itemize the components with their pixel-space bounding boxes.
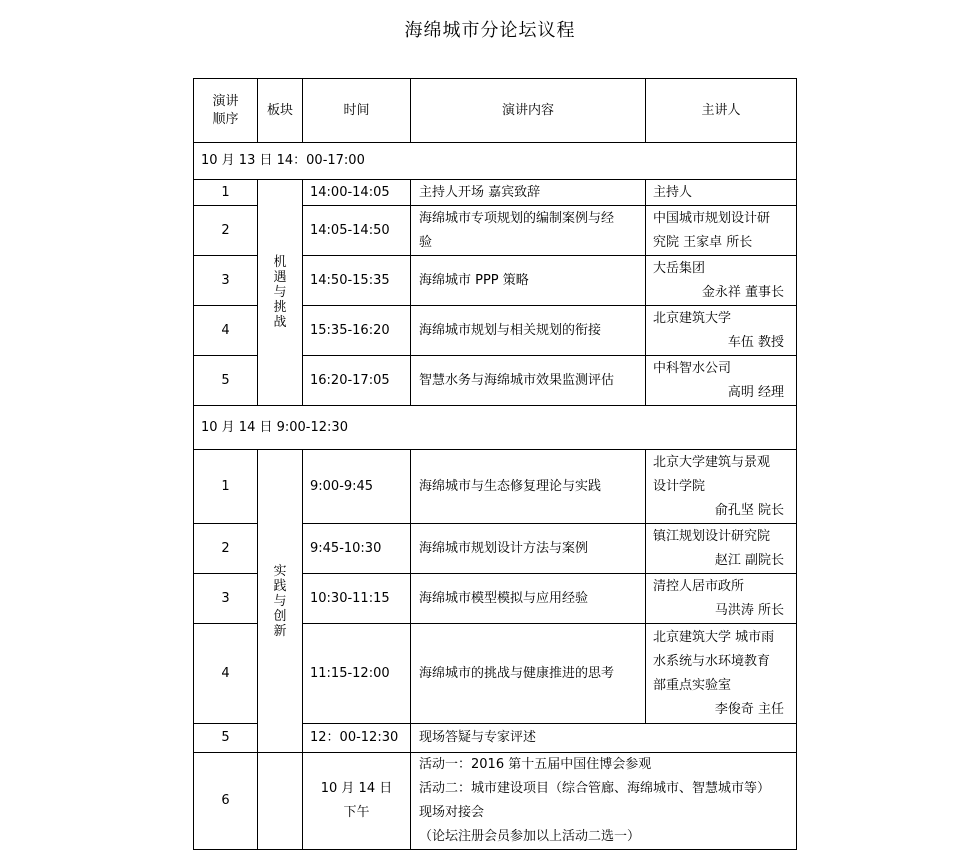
row-number: 4 bbox=[194, 306, 258, 356]
row-number: 3 bbox=[194, 574, 258, 624]
date-row-day2 bbox=[194, 406, 797, 450]
row-content: 海绵城市模型模拟与应用经验 bbox=[411, 574, 646, 624]
row-content: 主持人开场 嘉宾致辞 bbox=[411, 180, 646, 206]
row-speaker bbox=[646, 524, 797, 574]
row-number: 2 bbox=[194, 206, 258, 256]
section-char: 践 bbox=[273, 578, 287, 594]
row-speaker bbox=[646, 574, 797, 624]
row-time: 12：00-12:30 bbox=[303, 724, 411, 753]
row-speaker bbox=[646, 450, 797, 524]
section-char: 挑 bbox=[273, 300, 287, 315]
row-content: 海绵城市与生态修复理论与实践 bbox=[411, 450, 646, 524]
row-speaker bbox=[646, 624, 797, 724]
section-label-day2 bbox=[258, 450, 303, 753]
speaker-line: 究院 王家卓 所长 bbox=[653, 234, 753, 250]
row-time: 14:50-15:35 bbox=[303, 256, 411, 306]
row-content: 海绵城市规划设计方法与案例 bbox=[411, 524, 646, 574]
header-speaker: 主讲人 bbox=[646, 79, 797, 143]
row-speaker bbox=[646, 306, 797, 356]
header-order-line1: 演讲 bbox=[212, 93, 239, 109]
section-char: 创 bbox=[273, 608, 287, 624]
row-number: 4 bbox=[194, 624, 258, 724]
row-time: 15:35-16:20 bbox=[303, 306, 411, 356]
row-number: 1 bbox=[194, 450, 258, 524]
date-day1: 10 月 13 日 14：00-17:00 bbox=[194, 143, 797, 180]
row-speaker bbox=[646, 206, 797, 256]
speaker-line: 部重点实验室 bbox=[653, 677, 732, 693]
section-char: 战 bbox=[273, 315, 287, 330]
row-content: 海绵城市 PPP 策略 bbox=[411, 256, 646, 306]
speaker-name: 马洪涛 所长 bbox=[714, 602, 784, 618]
row-content: 智慧水务与海绵城市效果监测评估 bbox=[411, 356, 646, 406]
row-time: 16:20-17:05 bbox=[303, 356, 411, 406]
activity-line: （论坛注册会员参加以上活动二选一） bbox=[419, 829, 641, 844]
section-char: 遇 bbox=[273, 270, 287, 285]
time-line: 10 月 14 日 bbox=[320, 781, 393, 796]
header-order bbox=[194, 79, 258, 143]
speaker-line: 北京大学建筑与景观 bbox=[653, 454, 771, 470]
activity-line: 现场对接会 bbox=[419, 805, 485, 820]
section-char: 与 bbox=[273, 285, 287, 300]
speaker-org: 清控人居市政所 bbox=[653, 578, 745, 594]
header-time: 时间 bbox=[303, 79, 411, 143]
row-time: 14:05-14:50 bbox=[303, 206, 411, 256]
row-content bbox=[411, 206, 646, 256]
row-content: 海绵城市的挑战与健康推进的思考 bbox=[411, 624, 646, 724]
section-char: 新 bbox=[273, 623, 287, 639]
speaker-name: 李俊奇 主任 bbox=[714, 701, 784, 717]
speaker-org: 镇江规划设计研究院 bbox=[653, 528, 771, 544]
row-speaker bbox=[646, 256, 797, 306]
header-section: 板块 bbox=[258, 79, 303, 143]
row-speaker: 主持人 bbox=[646, 180, 797, 206]
speaker-line: 中国城市规划设计研 bbox=[653, 210, 771, 226]
row-time: 10:30-11:15 bbox=[303, 574, 411, 624]
speaker-line: 水系统与水环境教育 bbox=[653, 653, 771, 669]
section-char: 实 bbox=[273, 563, 287, 579]
date-row-day1 bbox=[194, 143, 797, 180]
speaker-name: 赵江 副院长 bbox=[714, 552, 784, 568]
row-time bbox=[303, 753, 411, 850]
speaker-name: 俞孔坚 院长 bbox=[714, 502, 784, 518]
row-content: 现场答疑与专家评述 bbox=[411, 724, 797, 753]
speaker-line: 设计学院 bbox=[653, 478, 706, 494]
row-content: 海绵城市规划与相关规划的衔接 bbox=[411, 306, 646, 356]
speaker-name: 车伍 教授 bbox=[727, 334, 784, 350]
row-time: 9:00-9:45 bbox=[303, 450, 411, 524]
content-line: 海绵城市专项规划的编制案例与经 bbox=[419, 210, 615, 226]
time-line: 下午 bbox=[343, 805, 370, 820]
row-number: 5 bbox=[194, 356, 258, 406]
header-order-line2: 顺序 bbox=[212, 111, 239, 127]
table-row bbox=[194, 450, 797, 524]
row-speaker bbox=[646, 356, 797, 406]
speaker-name: 高明 经理 bbox=[727, 384, 784, 400]
row-number: 3 bbox=[194, 256, 258, 306]
section-label-day1 bbox=[258, 180, 303, 406]
speaker-line: 北京建筑大学 城市雨 bbox=[653, 629, 775, 645]
section-char: 与 bbox=[273, 593, 287, 609]
content-line: 验 bbox=[419, 234, 433, 250]
row-number: 2 bbox=[194, 524, 258, 574]
speaker-name: 金永祥 董事长 bbox=[701, 284, 784, 300]
row-number: 6 bbox=[194, 753, 258, 850]
agenda-table bbox=[193, 78, 797, 850]
page-title: 海绵城市分论坛议程 bbox=[404, 20, 576, 41]
section-char: 机 bbox=[273, 255, 287, 270]
row-time: 11:15-12:00 bbox=[303, 624, 411, 724]
row-number: 1 bbox=[194, 180, 258, 206]
date-day2: 10 月 14 日 9:00-12:30 bbox=[194, 406, 797, 450]
header-row bbox=[194, 79, 797, 143]
activity-cell bbox=[411, 753, 797, 850]
row-number: 5 bbox=[194, 724, 258, 753]
speaker-org: 北京建筑大学 bbox=[653, 310, 732, 326]
header-content: 演讲内容 bbox=[411, 79, 646, 143]
activity-line: 活动一：2016 第十五届中国住博会参观 bbox=[419, 757, 652, 772]
speaker-org: 中科智水公司 bbox=[653, 360, 732, 376]
table-row bbox=[194, 180, 797, 206]
empty-section-cell bbox=[258, 753, 303, 850]
table-row bbox=[194, 753, 797, 850]
activity-line: 活动二：城市建设项目（综合管廊、海绵城市、智慧城市等） bbox=[419, 781, 771, 796]
row-time: 9:45-10:30 bbox=[303, 524, 411, 574]
speaker-org: 大岳集团 bbox=[653, 260, 706, 276]
row-time: 14:00-14:05 bbox=[303, 180, 411, 206]
